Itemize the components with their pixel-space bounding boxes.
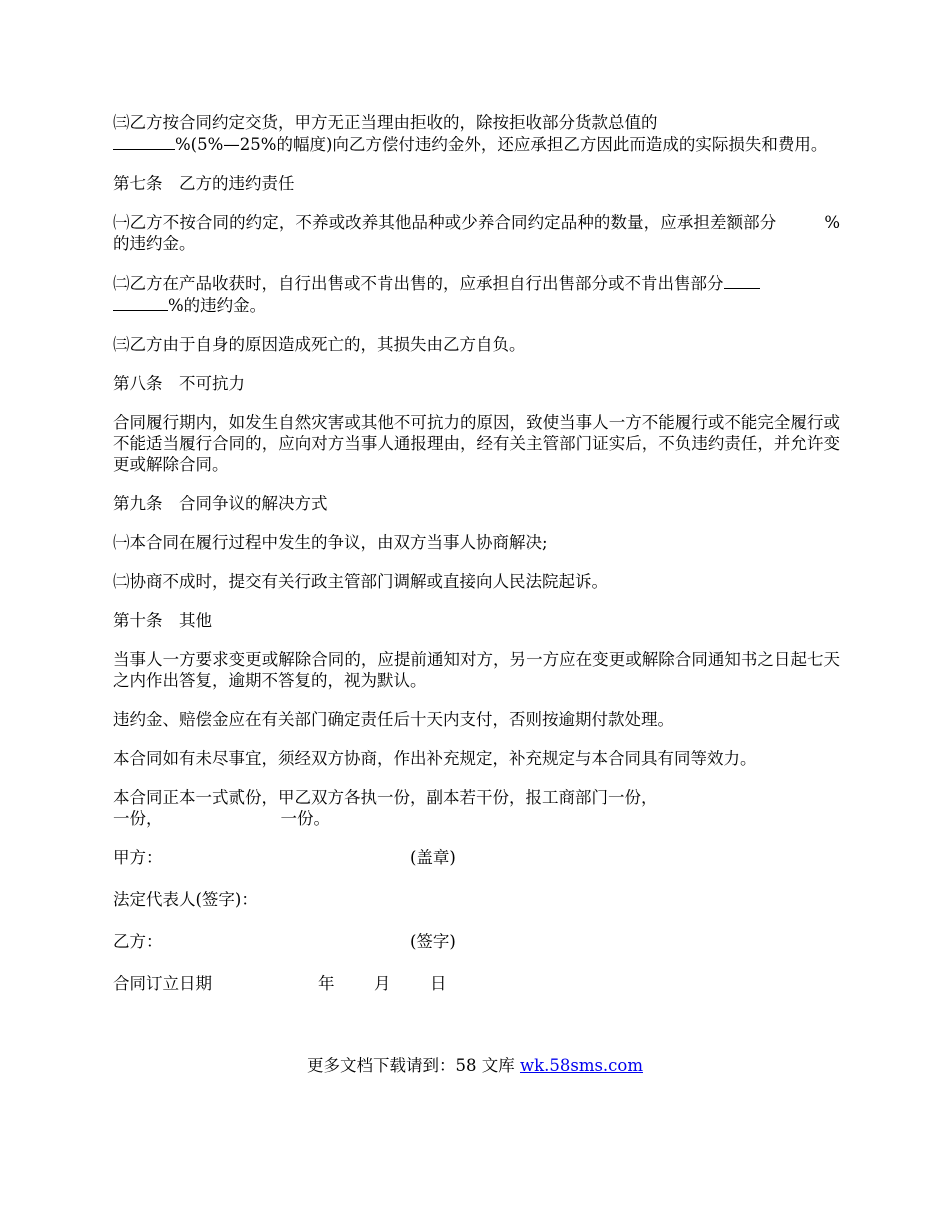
clause-9-2: ㈡协商不成时，提交有关行政主管部门调解或直接向人民法院起诉。 (113, 572, 608, 591)
party-b-row (113, 931, 840, 952)
day-label: 日 (430, 974, 447, 993)
article-10-title: 第十条 其他 (113, 611, 212, 630)
clause-7-1-text-a: ㈠乙方不按合同的约定，不养或改养其他品种或少养合同约定品种的数量，应承担差额部分 (113, 213, 777, 232)
clause-6-3-text-b: %(5%—25%的幅度)向乙方偿付违约金外，还应承担乙方因此而造成的实际损失和费用。 (175, 135, 828, 154)
clause-7-1 (113, 212, 840, 254)
clause-10-1: 当事人一方要求变更或解除合同的，应提前通知对方，另一方应在变更或解除合同通知书之日起七天之内作出答复，逾期不答复的，视为默认。 (113, 650, 840, 690)
footer-link[interactable]: wk.58sms.com (519, 1056, 643, 1075)
seal-label: (盖章) (410, 848, 456, 867)
clause-7-2 (113, 272, 840, 316)
clause-9-1: ㈠本合同在履行过程中发生的争议，由双方当事人协商解决; (113, 533, 548, 552)
legal-rep-label: 法定代表人(签字)： (113, 890, 258, 909)
article-7-title: 第七条 乙方的违约责任 (113, 174, 295, 193)
article-8-title: 第八条 不可抗力 (113, 374, 245, 393)
blank-line (113, 294, 168, 311)
sign-label: (签字) (410, 932, 456, 951)
date-label: 合同订立日期 (113, 974, 212, 993)
month-label: 月 (374, 974, 391, 993)
clause-10-3: 本合同如有未尽事宜，须经双方协商，作出补充规定，补充规定与本合同具有同等效力。 (113, 749, 757, 768)
party-b-label: 乙方： (113, 932, 163, 951)
clause-10-4-text-c: 一份。 (280, 809, 330, 828)
year-label: 年 (318, 974, 335, 993)
clause-6-3-text-a: ㈢乙方按合同约定交货，甲方无正当理由拒收的，除按拒收部分货款总值的 (113, 113, 658, 132)
article-8-body: 合同履行期内，如发生自然灾害或其他不可抗力的原因，致使当事人一方不能履行或不能完全履行或不能适当履行合同的，应向对方当事人通报理由，经有关主管部门证实后，不负违约责任，并允许变更或解除合同。 (113, 413, 840, 474)
clause-10-2: 违约金、赔偿金应在有关部门确定责任后十天内支付，否则按逾期付款处理。 (113, 710, 674, 729)
party-a-row (113, 847, 840, 868)
clause-7-2-text-a: ㈡乙方在产品收获时，自行出售或不肯出售的，应承担自行出售部分或不肯出售部分 (113, 274, 724, 293)
article-9-title: 第九条 合同争议的解决方式 (113, 494, 328, 513)
blank-line (724, 272, 760, 289)
date-row (113, 973, 840, 994)
contract-page (113, 112, 840, 1015)
clause-10-4 (113, 787, 840, 829)
party-a-label: 甲方： (113, 848, 163, 867)
clause-10-4-text-b: 一份， (113, 809, 163, 828)
blank-percent (113, 133, 175, 150)
clause-10-4-text-a: 本合同正本一式贰份，甲乙双方各执一份，副本若干份，报工商部门一份， (113, 788, 658, 807)
clause-7-1-text-b: %的违约金。 (113, 213, 840, 253)
clause-7-3: ㈢乙方由于自身的原因造成死亡的，其损失由乙方自负。 (113, 335, 526, 354)
footer (0, 1055, 950, 1076)
clause-7-2-text-b: %的违约金。 (168, 296, 267, 315)
clause-6-3 (113, 112, 840, 155)
footer-text: 更多文档下载请到：58 文库 (306, 1056, 520, 1075)
legal-rep-row (113, 889, 840, 910)
